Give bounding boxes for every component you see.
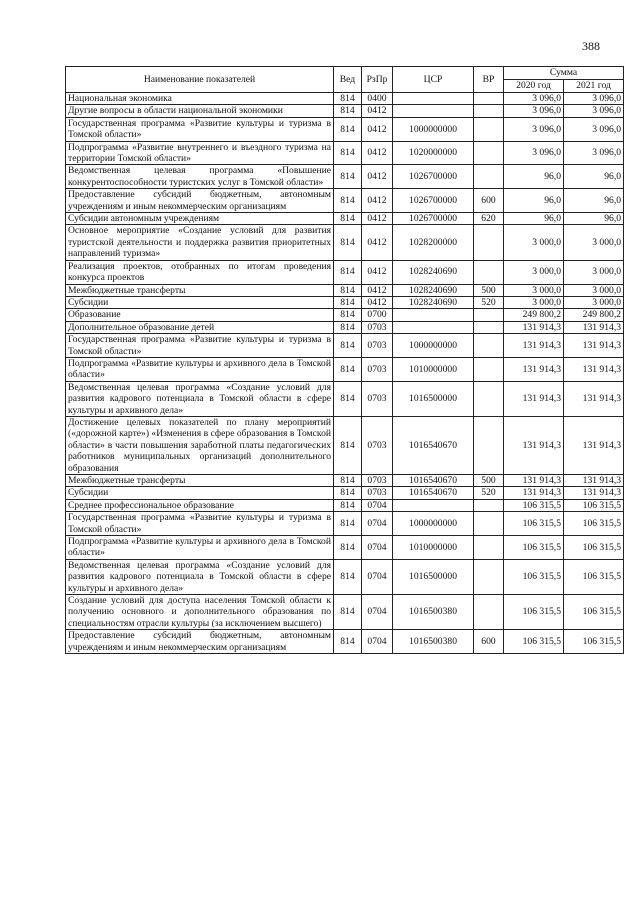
cell-rzpr: 0703 bbox=[362, 357, 393, 381]
cell-csr: 1016500380 bbox=[393, 595, 474, 630]
cell-sum-2020: 106 315,5 bbox=[504, 595, 564, 630]
cell-csr: 1016500000 bbox=[393, 559, 474, 594]
table-row bbox=[66, 117, 624, 141]
cell-sum-2021: 3 096,0 bbox=[564, 141, 624, 165]
cell-csr: 1026700000 bbox=[393, 189, 474, 213]
header-csr: ЦСР bbox=[393, 67, 474, 93]
cell-sum-2021: 106 315,5 bbox=[564, 559, 624, 594]
table-row bbox=[66, 321, 624, 333]
header-year-2020: 2020 год bbox=[504, 80, 564, 93]
table-header bbox=[66, 67, 624, 93]
cell-rzpr: 0703 bbox=[362, 334, 393, 358]
cell-csr bbox=[393, 321, 474, 333]
table-row bbox=[66, 512, 624, 536]
cell-sum-2021: 3 096,0 bbox=[564, 93, 624, 105]
cell-ved: 814 bbox=[334, 487, 362, 499]
cell-name: Подпрограмма «Развитие культуры и архивного дела в Томской области» bbox=[66, 536, 334, 560]
cell-sum-2021: 3 096,0 bbox=[564, 105, 624, 117]
cell-name: Государственная программа «Развитие культуры и туризма в Томской области» bbox=[66, 117, 334, 141]
cell-sum-2020: 3 096,0 bbox=[504, 117, 564, 141]
cell-sum-2020: 3 000,0 bbox=[504, 284, 564, 296]
cell-sum-2020: 3 000,0 bbox=[504, 260, 564, 284]
cell-rzpr: 0704 bbox=[362, 630, 393, 654]
cell-csr bbox=[393, 105, 474, 117]
cell-csr: 1028240690 bbox=[393, 284, 474, 296]
cell-vr: 520 bbox=[474, 296, 504, 308]
cell-ved: 814 bbox=[334, 416, 362, 474]
cell-ved: 814 bbox=[334, 213, 362, 225]
cell-sum-2020: 3 096,0 bbox=[504, 105, 564, 117]
cell-sum-2020: 106 315,5 bbox=[504, 536, 564, 560]
cell-sum-2020: 96,0 bbox=[504, 213, 564, 225]
cell-rzpr: 0704 bbox=[362, 512, 393, 536]
cell-csr: 1016500000 bbox=[393, 381, 474, 416]
table-row bbox=[66, 141, 624, 165]
cell-sum-2020: 96,0 bbox=[504, 165, 564, 189]
cell-ved: 814 bbox=[334, 595, 362, 630]
cell-rzpr: 0412 bbox=[362, 141, 393, 165]
cell-vr bbox=[474, 536, 504, 560]
cell-sum-2021: 3 000,0 bbox=[564, 260, 624, 284]
cell-rzpr: 0412 bbox=[362, 296, 393, 308]
header-year-2021: 2021 год bbox=[564, 80, 624, 93]
table-row bbox=[66, 213, 624, 225]
cell-name: Межбюджетные трансферты bbox=[66, 284, 334, 296]
cell-rzpr: 0703 bbox=[362, 475, 393, 487]
cell-sum-2020: 3 000,0 bbox=[504, 225, 564, 260]
cell-sum-2021: 3 000,0 bbox=[564, 225, 624, 260]
cell-rzpr: 0412 bbox=[362, 165, 393, 189]
cell-rzpr: 0412 bbox=[362, 213, 393, 225]
cell-rzpr: 0412 bbox=[362, 189, 393, 213]
table-row bbox=[66, 536, 624, 560]
cell-vr bbox=[474, 141, 504, 165]
cell-vr bbox=[474, 559, 504, 594]
table-row bbox=[66, 260, 624, 284]
cell-ved: 814 bbox=[334, 141, 362, 165]
cell-csr: 1016540670 bbox=[393, 487, 474, 499]
cell-vr: 520 bbox=[474, 487, 504, 499]
cell-csr: 1016540670 bbox=[393, 416, 474, 474]
header-vr: ВР bbox=[474, 67, 504, 93]
cell-ved: 814 bbox=[334, 475, 362, 487]
cell-name: Подпрограмма «Развитие внутреннего и въездного туризма на территории Томской области» bbox=[66, 141, 334, 165]
cell-csr bbox=[393, 93, 474, 105]
cell-rzpr: 0704 bbox=[362, 536, 393, 560]
cell-name: Предоставление субсидий бюджетным, автономным учреждениям и иным некоммерческим организациям bbox=[66, 630, 334, 654]
cell-csr bbox=[393, 499, 474, 511]
table-row bbox=[66, 284, 624, 296]
cell-rzpr: 0703 bbox=[362, 487, 393, 499]
cell-name: Ведомственная целевая программа «Создание условий для развития кадрового потенциала в Томской области в сфере культуры и архивного дела» bbox=[66, 559, 334, 594]
cell-vr bbox=[474, 381, 504, 416]
cell-vr bbox=[474, 321, 504, 333]
table-row bbox=[66, 93, 624, 105]
cell-vr bbox=[474, 357, 504, 381]
cell-csr: 1028240690 bbox=[393, 260, 474, 284]
table-row bbox=[66, 630, 624, 654]
cell-name: Государственная программа «Развитие культуры и туризма в Томской области» bbox=[66, 334, 334, 358]
cell-sum-2020: 96,0 bbox=[504, 189, 564, 213]
cell-sum-2021: 131 914,3 bbox=[564, 487, 624, 499]
header-ved: Вед bbox=[334, 67, 362, 93]
cell-ved: 814 bbox=[334, 381, 362, 416]
cell-rzpr: 0400 bbox=[362, 93, 393, 105]
cell-ved: 814 bbox=[334, 117, 362, 141]
cell-sum-2020: 106 315,5 bbox=[504, 512, 564, 536]
cell-name: Среднее профессиональное образование bbox=[66, 499, 334, 511]
cell-sum-2021: 3 000,0 bbox=[564, 284, 624, 296]
cell-ved: 814 bbox=[334, 260, 362, 284]
table-row bbox=[66, 189, 624, 213]
cell-name: Образование bbox=[66, 309, 334, 321]
cell-ved: 814 bbox=[334, 284, 362, 296]
cell-vr bbox=[474, 416, 504, 474]
cell-csr: 1028240690 bbox=[393, 296, 474, 308]
cell-csr: 1010000000 bbox=[393, 536, 474, 560]
cell-name: Государственная программа «Развитие культуры и туризма в Томской области» bbox=[66, 512, 334, 536]
cell-ved: 814 bbox=[334, 165, 362, 189]
cell-sum-2021: 96,0 bbox=[564, 213, 624, 225]
cell-rzpr: 0412 bbox=[362, 225, 393, 260]
cell-rzpr: 0703 bbox=[362, 381, 393, 416]
cell-vr bbox=[474, 117, 504, 141]
cell-rzpr: 0412 bbox=[362, 284, 393, 296]
cell-sum-2021: 106 315,5 bbox=[564, 630, 624, 654]
cell-sum-2020: 131 914,3 bbox=[504, 357, 564, 381]
cell-ved: 814 bbox=[334, 105, 362, 117]
cell-name: Субсидии автономным учреждениям bbox=[66, 213, 334, 225]
cell-ved: 814 bbox=[334, 559, 362, 594]
cell-ved: 814 bbox=[334, 189, 362, 213]
cell-rzpr: 0703 bbox=[362, 416, 393, 474]
cell-csr: 1000000000 bbox=[393, 512, 474, 536]
cell-sum-2020: 131 914,3 bbox=[504, 321, 564, 333]
cell-name: Межбюджетные трансферты bbox=[66, 475, 334, 487]
cell-csr: 1026700000 bbox=[393, 213, 474, 225]
table-row bbox=[66, 487, 624, 499]
cell-name: Создание условий для доступа населения Томской области к получению основного и дополнительного образования по специальностям отрасли культуры (за исключением высшего) bbox=[66, 595, 334, 630]
cell-vr bbox=[474, 595, 504, 630]
cell-vr: 500 bbox=[474, 284, 504, 296]
cell-name: Ведомственная целевая программа «Создание условий для развития кадрового потенциала в Томской области в сфере культуры и архивного дела» bbox=[66, 381, 334, 416]
cell-rzpr: 0704 bbox=[362, 559, 393, 594]
table-row bbox=[66, 309, 624, 321]
cell-sum-2020: 106 315,5 bbox=[504, 499, 564, 511]
cell-ved: 814 bbox=[334, 225, 362, 260]
table-row bbox=[66, 105, 624, 117]
cell-sum-2020: 131 914,3 bbox=[504, 416, 564, 474]
cell-name: Субсидии bbox=[66, 296, 334, 308]
cell-csr: 1000000000 bbox=[393, 334, 474, 358]
table-row bbox=[66, 296, 624, 308]
table-row bbox=[66, 225, 624, 260]
cell-sum-2020: 3 000,0 bbox=[504, 296, 564, 308]
table-row bbox=[66, 499, 624, 511]
cell-ved: 814 bbox=[334, 357, 362, 381]
cell-ved: 814 bbox=[334, 630, 362, 654]
table-row bbox=[66, 334, 624, 358]
cell-csr: 1026700000 bbox=[393, 165, 474, 189]
cell-vr: 620 bbox=[474, 213, 504, 225]
cell-vr bbox=[474, 105, 504, 117]
cell-vr bbox=[474, 512, 504, 536]
cell-rzpr: 0412 bbox=[362, 117, 393, 141]
cell-sum-2020: 131 914,3 bbox=[504, 381, 564, 416]
cell-csr: 1010000000 bbox=[393, 357, 474, 381]
cell-vr bbox=[474, 334, 504, 358]
cell-name: Подпрограмма «Развитие культуры и архивного дела в Томской области» bbox=[66, 357, 334, 381]
cell-csr: 1000000000 bbox=[393, 117, 474, 141]
cell-ved: 814 bbox=[334, 296, 362, 308]
cell-vr: 600 bbox=[474, 189, 504, 213]
cell-sum-2021: 3 000,0 bbox=[564, 296, 624, 308]
cell-rzpr: 0704 bbox=[362, 595, 393, 630]
cell-sum-2020: 106 315,5 bbox=[504, 559, 564, 594]
cell-sum-2021: 131 914,3 bbox=[564, 381, 624, 416]
cell-sum-2021: 106 315,5 bbox=[564, 536, 624, 560]
cell-sum-2020: 131 914,3 bbox=[504, 475, 564, 487]
cell-sum-2020: 249 800,2 bbox=[504, 309, 564, 321]
cell-name: Достижение целевых показателей по плану мероприятий («дорожной карте») «Изменения в сфере образования в Томской области» в части повышения заработной платы педагогических работников муниципальных организаций дополнительного образования bbox=[66, 416, 334, 474]
cell-vr: 500 bbox=[474, 475, 504, 487]
cell-sum-2020: 106 315,5 bbox=[504, 630, 564, 654]
cell-sum-2021: 106 315,5 bbox=[564, 512, 624, 536]
budget-table bbox=[65, 66, 624, 654]
cell-rzpr: 0700 bbox=[362, 309, 393, 321]
cell-sum-2020: 3 096,0 bbox=[504, 141, 564, 165]
table-row bbox=[66, 165, 624, 189]
cell-ved: 814 bbox=[334, 321, 362, 333]
cell-sum-2021: 131 914,3 bbox=[564, 321, 624, 333]
cell-ved: 814 bbox=[334, 334, 362, 358]
cell-vr bbox=[474, 93, 504, 105]
header-rzpr: РзПр bbox=[362, 67, 393, 93]
table-row bbox=[66, 357, 624, 381]
cell-csr bbox=[393, 309, 474, 321]
cell-name: Дополнительное образование детей bbox=[66, 321, 334, 333]
cell-sum-2021: 131 914,3 bbox=[564, 357, 624, 381]
cell-csr: 1016500380 bbox=[393, 630, 474, 654]
cell-sum-2021: 131 914,3 bbox=[564, 475, 624, 487]
table-row bbox=[66, 475, 624, 487]
table-body bbox=[66, 93, 624, 654]
cell-name: Предоставление субсидий бюджетным, автономным учреждениям и иным некоммерческим организациям bbox=[66, 189, 334, 213]
cell-csr: 1028200000 bbox=[393, 225, 474, 260]
table-row bbox=[66, 381, 624, 416]
cell-rzpr: 0412 bbox=[362, 105, 393, 117]
cell-sum-2021: 3 096,0 bbox=[564, 117, 624, 141]
cell-sum-2021: 96,0 bbox=[564, 189, 624, 213]
cell-sum-2020: 3 096,0 bbox=[504, 93, 564, 105]
cell-ved: 814 bbox=[334, 512, 362, 536]
cell-vr bbox=[474, 225, 504, 260]
header-name: Наименование показателей bbox=[66, 67, 334, 93]
cell-ved: 814 bbox=[334, 536, 362, 560]
cell-vr: 600 bbox=[474, 630, 504, 654]
cell-sum-2020: 131 914,3 bbox=[504, 334, 564, 358]
cell-vr bbox=[474, 165, 504, 189]
cell-sum-2021: 96,0 bbox=[564, 165, 624, 189]
header-sum: Сумма bbox=[504, 67, 624, 80]
cell-vr bbox=[474, 499, 504, 511]
cell-csr: 1020000000 bbox=[393, 141, 474, 165]
cell-name: Национальная экономика bbox=[66, 93, 334, 105]
cell-sum-2020: 131 914,3 bbox=[504, 487, 564, 499]
cell-rzpr: 0703 bbox=[362, 321, 393, 333]
cell-ved: 814 bbox=[334, 499, 362, 511]
table-row bbox=[66, 595, 624, 630]
cell-sum-2021: 106 315,5 bbox=[564, 595, 624, 630]
page-number: 388 bbox=[582, 39, 600, 53]
table-row bbox=[66, 559, 624, 594]
cell-sum-2021: 106 315,5 bbox=[564, 499, 624, 511]
cell-sum-2021: 249 800,2 bbox=[564, 309, 624, 321]
cell-name: Другие вопросы в области национальной экономики bbox=[66, 105, 334, 117]
cell-name: Субсидии bbox=[66, 487, 334, 499]
cell-name: Ведомственная целевая программа «Повышение конкурентоспособности туристских услуг в Томской области» bbox=[66, 165, 334, 189]
cell-vr bbox=[474, 260, 504, 284]
cell-rzpr: 0412 bbox=[362, 260, 393, 284]
cell-name: Основное мероприятие «Создание условий для развития туристской деятельности и поддержка развития приоритетных направлений туризма» bbox=[66, 225, 334, 260]
table-row bbox=[66, 416, 624, 474]
cell-name: Реализация проектов, отобранных по итогам проведения конкурса проектов bbox=[66, 260, 334, 284]
cell-ved: 814 bbox=[334, 93, 362, 105]
cell-rzpr: 0704 bbox=[362, 499, 393, 511]
cell-csr: 1016540670 bbox=[393, 475, 474, 487]
cell-vr bbox=[474, 309, 504, 321]
cell-sum-2021: 131 914,3 bbox=[564, 334, 624, 358]
cell-sum-2021: 131 914,3 bbox=[564, 416, 624, 474]
cell-ved: 814 bbox=[334, 309, 362, 321]
